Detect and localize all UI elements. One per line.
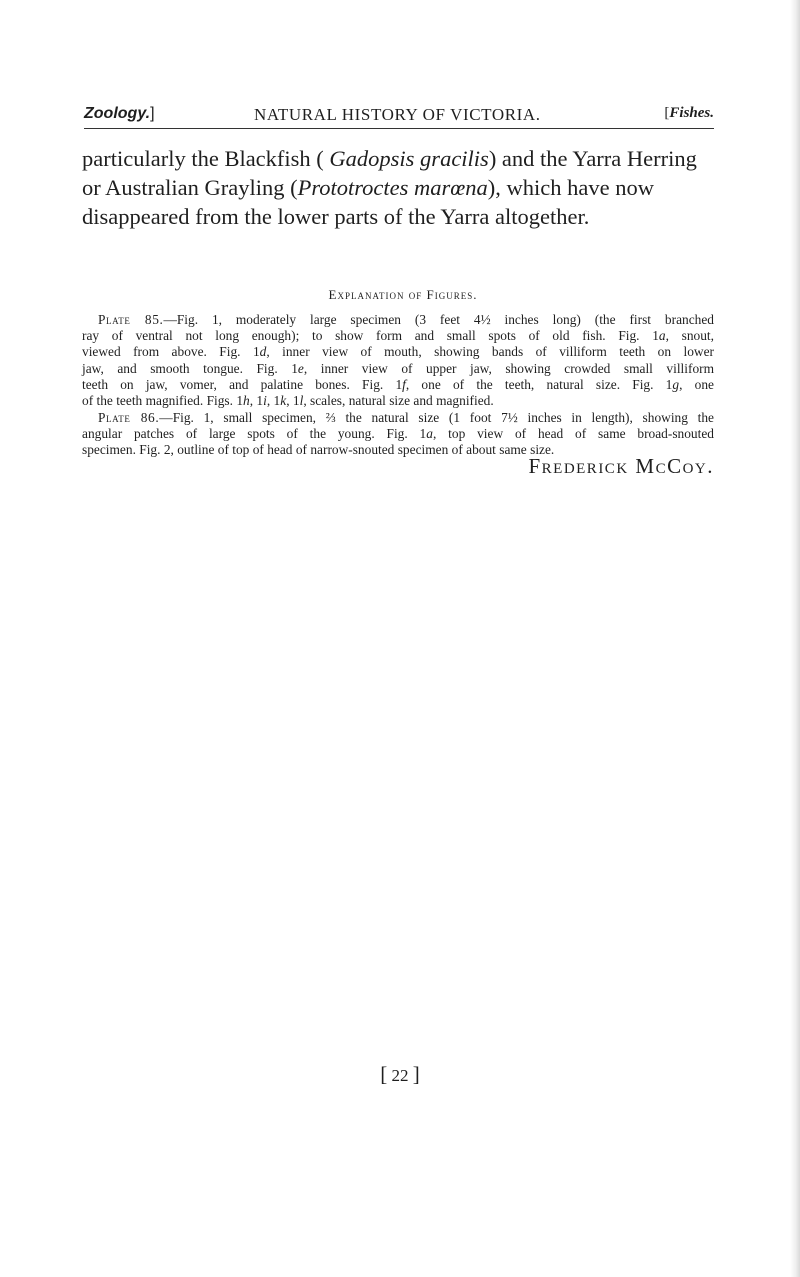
lead-line — [82, 173, 722, 202]
header-right-bracket: [ — [664, 105, 670, 121]
explanation-heading: Explanation of Figures. — [328, 287, 478, 302]
plate-line: specimen. Fig. 2, outline of top of head of narrow-snouted specimen of about same size. — [82, 442, 555, 458]
header-title: NATURAL HISTORY OF VICTORIA. — [254, 105, 541, 124]
lead-text: particularly the Blackfish ( — [82, 146, 330, 171]
plate-text: , one — [679, 376, 714, 392]
plate-line — [82, 328, 714, 344]
plate-text: —Fig. 1, small specimen, ⅔ the natural size (1 foot 7½ inches in length), showing the — [159, 410, 714, 425]
plate-line — [82, 410, 714, 426]
lead-text: or Australian Grayling ( — [82, 175, 298, 200]
header-left-text: Zoology. — [84, 105, 151, 122]
plate-text: , inner view of mouth, showing bands of villiform teeth on lower — [266, 344, 714, 360]
plate-text: , scales, natural size and magnified. — [303, 393, 494, 409]
fig-letter: h — [243, 393, 250, 409]
fig-letter: g — [672, 376, 680, 392]
header-section-left — [84, 105, 155, 123]
fig-letter: i — [263, 393, 267, 409]
lead-line — [82, 144, 722, 173]
plate-line — [82, 426, 714, 442]
fig-letter: e — [297, 360, 304, 376]
author-signature: Frederick McCoy. — [528, 454, 714, 478]
plate-text: , top view of head of same broad-snouted — [432, 426, 714, 442]
page-number-bracket: ] — [412, 1062, 420, 1086]
page-number — [0, 1062, 800, 1087]
plate-text: , one of the teeth, natural size. Fig. 1 — [405, 376, 673, 392]
species-name: Gadopsis gracilis — [329, 146, 489, 171]
plate-text: ray of ventral not long enough); to show form and small spots of old fish. Fig. 1 — [82, 328, 659, 344]
plate-text: , 1 — [266, 393, 281, 409]
lead-paragraph — [82, 144, 722, 231]
plate-text: viewed from above. Fig. 1 — [82, 344, 260, 360]
lead-text: ) and the Yarra Herring — [488, 146, 697, 171]
plate-text: , 1 — [286, 393, 300, 409]
header-left-bracket: ] — [150, 105, 155, 122]
plate-text: angular patches of large spots of the young. Fig. 1 — [82, 426, 427, 442]
lead-text: ), which have now — [487, 175, 654, 200]
header-right-text: Fishes. — [669, 105, 714, 121]
plate-label: Plate 86. — [98, 410, 160, 425]
fig-letter: k — [280, 393, 287, 409]
fig-letter: d — [259, 344, 267, 360]
page-number-value: 22 — [391, 1066, 409, 1085]
fig-letter: a — [426, 426, 433, 442]
fig-letter: a — [658, 328, 666, 344]
page-number-bracket: [ — [380, 1062, 388, 1086]
plate-line — [82, 344, 714, 360]
species-name: Prototroctes marœna — [297, 175, 488, 200]
plate-text: teeth on jaw, vomer, and palatine bones. Fig. 1 — [82, 376, 403, 392]
plate-line — [82, 393, 714, 409]
fig-letter: l — [299, 393, 304, 409]
header-rule — [84, 128, 714, 129]
plate-text: , snout, — [665, 328, 714, 344]
plate-text: of the teeth magnified. Figs. 1 — [82, 393, 244, 409]
plate-line — [82, 312, 714, 328]
plate-line — [82, 377, 714, 393]
plate-label: Plate 85. — [98, 312, 164, 327]
running-header — [84, 105, 714, 127]
fig-letter: f — [402, 376, 406, 392]
plate-text: , inner view of upper jaw, showing crowded small villiform — [303, 360, 715, 376]
plate-line — [82, 361, 714, 377]
lead-line: disappeared from the lower parts of the Yarra altogether. — [82, 204, 590, 229]
plate-85-description — [82, 312, 714, 409]
plate-86-description — [82, 410, 714, 459]
plate-text: , 1 — [249, 393, 264, 409]
header-section-right — [664, 105, 714, 122]
plate-text: jaw, and smooth tongue. Fig. 1 — [82, 360, 298, 376]
plate-text: —Fig. 1, moderately large specimen (3 feet 4½ inches long) (the first branched — [163, 312, 714, 327]
